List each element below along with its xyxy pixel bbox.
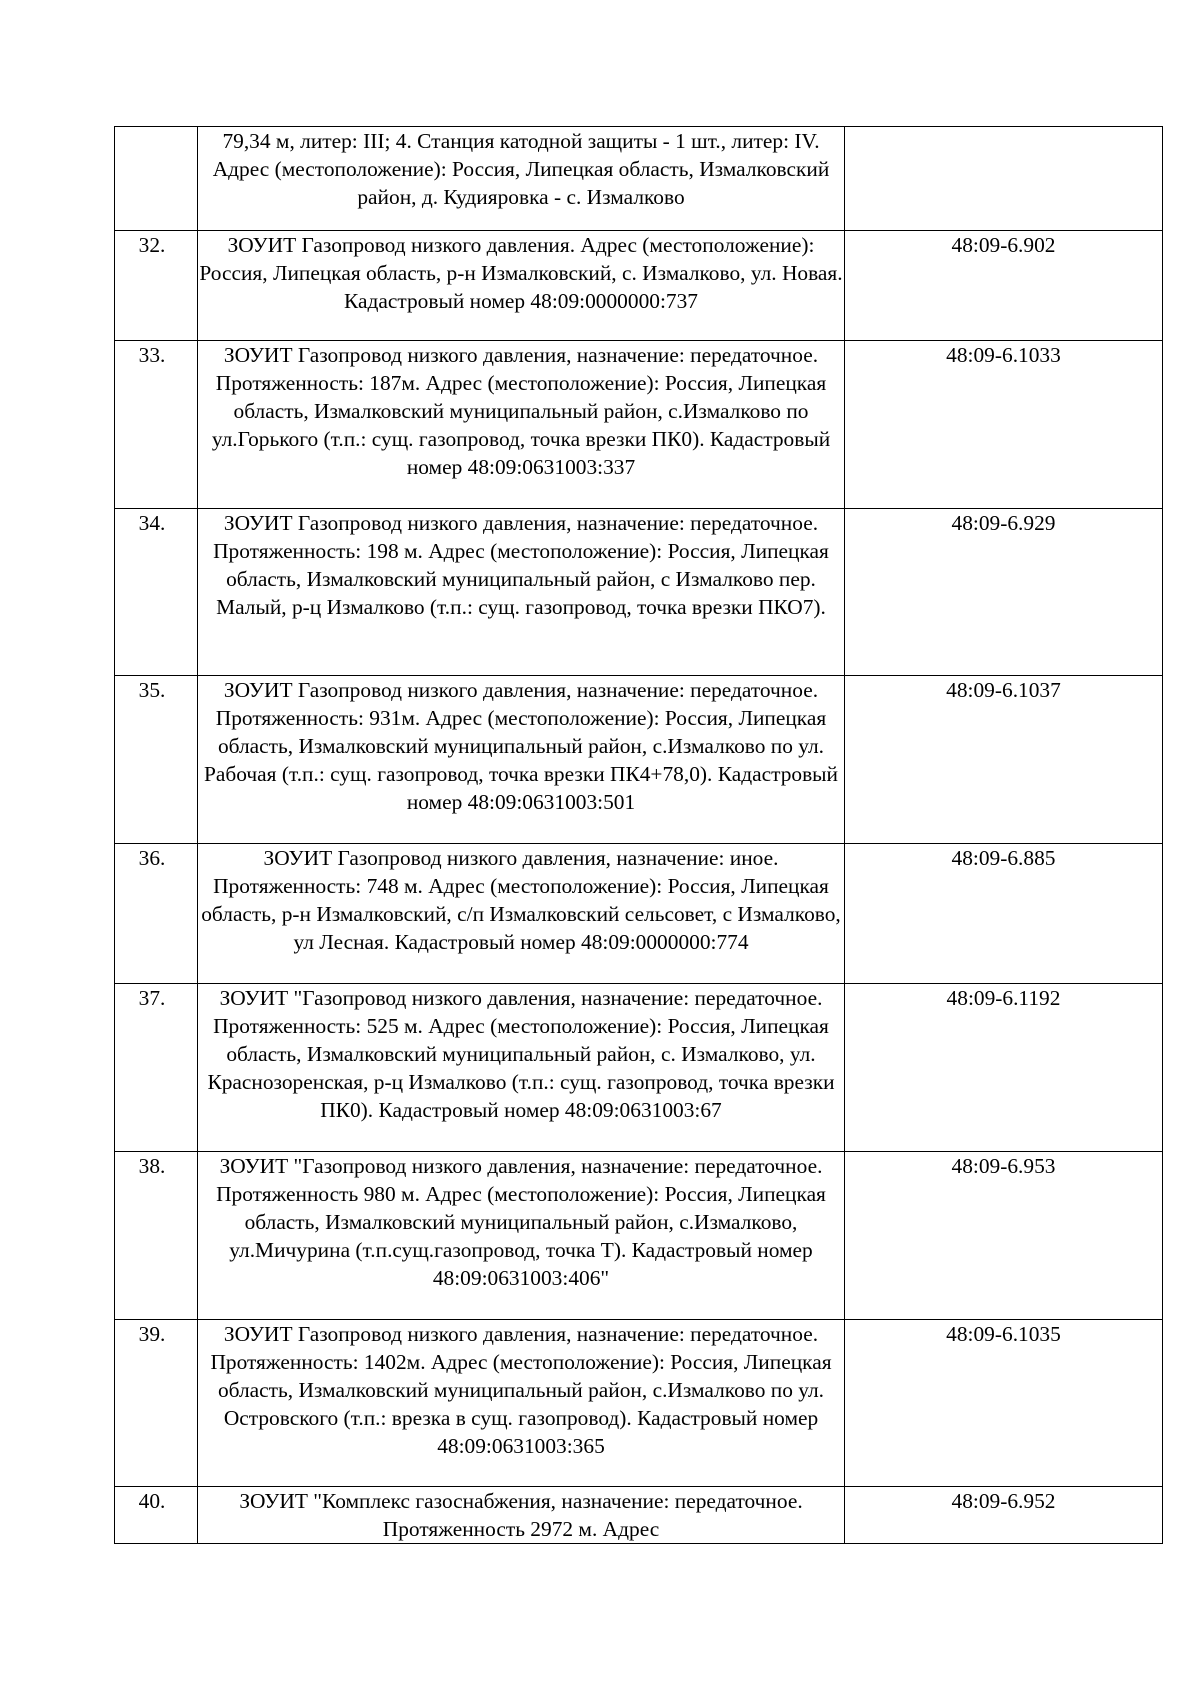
table-row bbox=[115, 676, 1163, 844]
row-description: 79,34 м, литер: III; 4. Станция катодной защиты - 1 шт., литер: IV. Адрес (местоположение): Россия, Липецкая область, Измалковский район, д. Кудияровка - с. Измалково bbox=[198, 127, 845, 231]
row-description: ЗОУИТ Газопровод низкого давления, назначение: иное. Протяженность: 748 м. Адрес (местоположение): Россия, Липецкая область, р-н Измалковский, с/п Измалковский сельсовет, с Измалково, ул Лесная. Кадастровый номер 48:09:0000000:774 bbox=[198, 844, 845, 984]
row-description: ЗОУИТ Газопровод низкого давления, назначение: передаточное. Протяженность: 1402м. Адрес (местоположение): Россия, Липецкая область, Измалковский муниципальный район, с.Измалково по ул. Островского (т.п.: врезка в сущ. газопровод). Кадастровый номер 48:09:0631003:365 bbox=[198, 1320, 845, 1487]
row-number: 39. bbox=[115, 1320, 198, 1487]
row-number bbox=[115, 127, 198, 231]
row-registry-code: 48:09-6.1037 bbox=[845, 676, 1163, 844]
row-number: 37. bbox=[115, 984, 198, 1152]
table-row bbox=[115, 1152, 1163, 1320]
row-number: 32. bbox=[115, 231, 198, 341]
zouit-table bbox=[114, 126, 1163, 1544]
row-number: 40. bbox=[115, 1487, 198, 1544]
row-description: ЗОУИТ Газопровод низкого давления, назначение: передаточное. Протяженность: 187м. Адрес (местоположение): Россия, Липецкая область, Измалковский муниципальный район, с.Измалково по ул.Горького (т.п.: сущ. газопровод, точка врезки ПК0). Кадастровый номер 48:09:0631003:337 bbox=[198, 341, 845, 509]
table-row bbox=[115, 231, 1163, 341]
table-body bbox=[115, 127, 1163, 1544]
row-number: 34. bbox=[115, 509, 198, 676]
table-row bbox=[115, 984, 1163, 1152]
row-number: 36. bbox=[115, 844, 198, 984]
row-number: 33. bbox=[115, 341, 198, 509]
row-number: 38. bbox=[115, 1152, 198, 1320]
row-description: ЗОУИТ "Газопровод низкого давления, назначение: передаточное. Протяженность 980 м. Адрес (местоположение): Россия, Липецкая область, Измалковский муниципальный район, с.Измалково, ул.Мичурина (т.п.сущ.газопровод, точка Т). Кадастровый номер 48:09:0631003:406" bbox=[198, 1152, 845, 1320]
table-row bbox=[115, 1487, 1163, 1544]
row-description: ЗОУИТ Газопровод низкого давления. Адрес (местоположение): Россия, Липецкая область, р-н Измалковский, с. Измалково, ул. Новая. Кадастровый номер 48:09:0000000:737 bbox=[198, 231, 845, 341]
row-number: 35. bbox=[115, 676, 198, 844]
row-registry-code: 48:09-6.953 bbox=[845, 1152, 1163, 1320]
row-registry-code: 48:09-6.885 bbox=[845, 844, 1163, 984]
row-description: ЗОУИТ "Комплекс газоснабжения, назначение: передаточное. Протяженность 2972 м. Адрес bbox=[198, 1487, 845, 1544]
row-registry-code: 48:09-6.1035 bbox=[845, 1320, 1163, 1487]
row-description: ЗОУИТ Газопровод низкого давления, назначение: передаточное. Протяженность: 931м. Адрес (местоположение): Россия, Липецкая область, Измалковский муниципальный район, с.Измалково по ул. Рабочая (т.п.: сущ. газопровод, точка врезки ПК4+78,0). Кадастровый номер 48:09:0631003:501 bbox=[198, 676, 845, 844]
row-registry-code: 48:09-6.1192 bbox=[845, 984, 1163, 1152]
table-row bbox=[115, 844, 1163, 984]
row-description: ЗОУИТ "Газопровод низкого давления, назначение: передаточное. Протяженность: 525 м. Адрес (местоположение): Россия, Липецкая область, Измалковский муниципальный район, с. Измалково, ул. Краснозоренская, р-ц Измалково (т.п.: сущ. газопровод, точка врезки ПК0). Кадастровый номер 48:09:0631003:67 bbox=[198, 984, 845, 1152]
table-row bbox=[115, 341, 1163, 509]
row-registry-code: 48:09-6.1033 bbox=[845, 341, 1163, 509]
row-description: ЗОУИТ Газопровод низкого давления, назначение: передаточное. Протяженность: 198 м. Адрес (местоположение): Россия, Липецкая область, Измалковский муниципальный район, с Измалково пер. Малый, р-ц Измалково (т.п.: сущ. газопровод, точка врезки ПКО7). bbox=[198, 509, 845, 676]
table-row bbox=[115, 127, 1163, 231]
row-registry-code: 48:09-6.929 bbox=[845, 509, 1163, 676]
table-row bbox=[115, 509, 1163, 676]
row-registry-code bbox=[845, 127, 1163, 231]
table-row bbox=[115, 1320, 1163, 1487]
row-registry-code: 48:09-6.952 bbox=[845, 1487, 1163, 1544]
row-registry-code: 48:09-6.902 bbox=[845, 231, 1163, 341]
